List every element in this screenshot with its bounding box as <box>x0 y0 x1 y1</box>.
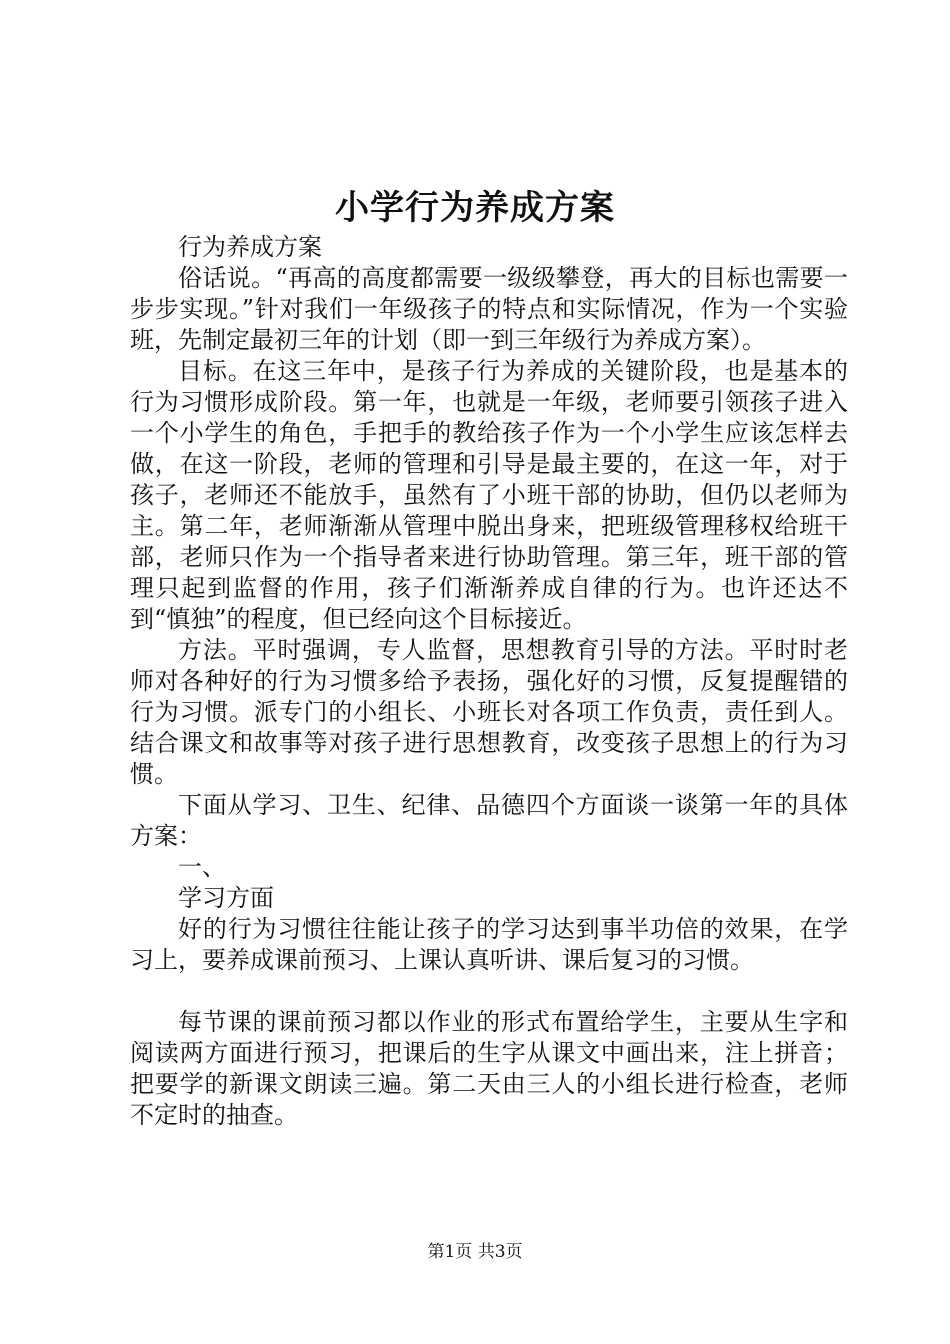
paragraph-subtitle: 行为养成方案 <box>178 233 322 261</box>
paragraph-goals: 目标。在这三年中，是孩子行为养成的关键阶段，也是基本的行为习惯形成阶段。第一年，也就是一年级，老师要引领孩子进入一个小学生的角色，手把手的教给孩子作为一个小学生应该怎样去做，在这一阶段，老师的管理和引导是最主要的，在这一年，对于孩子，老师还不能放手，虽然有了小班干部的协助，但仍以老师为主。第二年，老师渐渐从管理中脱出身来，把班级管理移权给班干部，老师只作为一个指导者来进行协助管理。第三年，班干部的管理只起到监督的作用，孩子们渐渐养成自律的行为。也许还达不到“慎独”的程度，但已经向这个目标接近。 <box>130 357 848 633</box>
section-heading-study: 学习方面 <box>178 884 274 912</box>
section-number: 一、 <box>178 853 226 881</box>
document-body <box>130 232 848 1131</box>
paragraph-spacer <box>130 976 848 1007</box>
paragraph-overview: 下面从学习、卫生、纪律、品德四个方面谈一谈第一年的具体方案： <box>130 791 848 850</box>
document-title: 小学行为养成方案 <box>335 188 615 228</box>
paragraph-study-habits: 好的行为习惯往往能让孩子的学习达到事半功倍的效果，在学习上，要养成课前预习、上课认真听讲、课后复习的习惯。 <box>130 915 848 974</box>
paragraph-preview: 每节课的课前预习都以作业的形式布置给学生，主要从生字和阅读两方面进行预习，把课后的生字从课文中画出来，注上拼音；把要学的新课文朗读三遍。第二天由三人的小组长进行检查，老师不定时的抽查。 <box>130 1008 848 1129</box>
paragraph-intro: 俗话说。“再高的高度都需要一级级攀登，再大的目标也需要一步步实现。”针对我们一年级孩子的特点和实际情况，作为一个实验班，先制定最初三年的计划（即一到三年级行为养成方案）。 <box>130 264 848 354</box>
paragraph-methods: 方法。平时强调，专人监督，思想教育引导的方法。平时时老师对各种好的行为习惯多给予表扬，强化好的习惯，反复提醒错的行为习惯。派专门的小组长、小班长对各项工作负责，责任到人。结合课文和故事等对孩子进行思想教育，改变孩子思想上的行为习惯。 <box>130 636 848 788</box>
page-footer: 第1页 共3页 <box>427 1242 523 1262</box>
